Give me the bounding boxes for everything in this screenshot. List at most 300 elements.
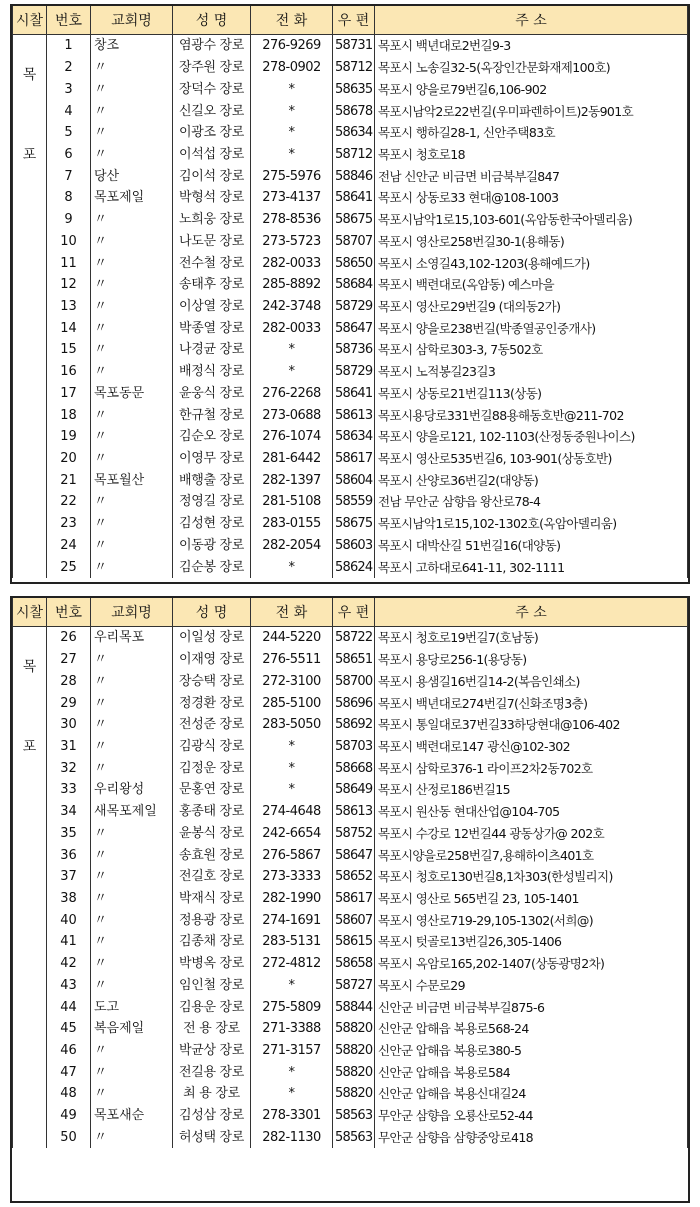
elder-name: 배정식 장로 xyxy=(173,361,251,383)
elder-name: 박병옥 장로 xyxy=(173,953,251,975)
elder-name: 김성삼 장로 xyxy=(173,1105,251,1127)
address: 목포시 백년대로2번길9-3 xyxy=(375,35,688,57)
postal-code: 58692 xyxy=(333,714,375,736)
row-number: 32 xyxy=(47,757,91,779)
church-name: 〃 xyxy=(91,535,173,557)
row-number: 38 xyxy=(47,888,91,910)
table-row xyxy=(13,317,688,339)
row-number: 31 xyxy=(47,736,91,758)
phone-number: 273-0688 xyxy=(251,404,333,426)
address: 목포시 영산로29번길9 (대의동2가) xyxy=(375,296,688,318)
postal-code: 58563 xyxy=(333,1127,375,1149)
address: 목포시 영산로258번길30-1(용해동) xyxy=(375,230,688,252)
row-number: 50 xyxy=(47,1127,91,1149)
elder-name: 전성준 장로 xyxy=(173,714,251,736)
row-number: 9 xyxy=(47,209,91,231)
table-row xyxy=(13,383,688,405)
row-number: 49 xyxy=(47,1105,91,1127)
postal-code: 58634 xyxy=(333,426,375,448)
phone-number: 275-5976 xyxy=(251,165,333,187)
header-zip: 우 편 xyxy=(333,6,375,35)
postal-code: 58846 xyxy=(333,165,375,187)
church-name: 복음제일 xyxy=(91,1018,173,1040)
elder-name: 이석섭 장로 xyxy=(173,144,251,166)
row-number: 44 xyxy=(47,996,91,1018)
address: 목포시 청호로130번길8,1차303(한성빌리지) xyxy=(375,866,688,888)
phone-number: * xyxy=(251,556,333,578)
postal-code: 58634 xyxy=(333,122,375,144)
postal-code: 58707 xyxy=(333,230,375,252)
church-name: 〃 xyxy=(91,404,173,426)
church-name: 〃 xyxy=(91,692,173,714)
elder-name: 정영길 장로 xyxy=(173,491,251,513)
table-row xyxy=(13,78,688,100)
header-num: 번호 xyxy=(47,6,91,35)
church-name: 〃 xyxy=(91,317,173,339)
church-name: 〃 xyxy=(91,888,173,910)
postal-code: 58684 xyxy=(333,274,375,296)
address: 목포시 청호로18 xyxy=(375,144,688,166)
table-row xyxy=(13,953,688,975)
elder-name: 이재영 장로 xyxy=(173,649,251,671)
church-name: 〃 xyxy=(91,736,173,758)
address: 목포시 용샘길16번길14-2(복음인쇄소) xyxy=(375,670,688,692)
church-name: 〃 xyxy=(91,1040,173,1062)
row-number: 29 xyxy=(47,692,91,714)
table-row xyxy=(13,361,688,383)
phone-number: 282-1130 xyxy=(251,1127,333,1149)
table-row xyxy=(13,1127,688,1149)
church-name: 〃 xyxy=(91,909,173,931)
address: 신안군 압해읍 복용신대길24 xyxy=(375,1083,688,1105)
phone-number: 276-9269 xyxy=(251,35,333,57)
row-number: 13 xyxy=(47,296,91,318)
postal-code: 58651 xyxy=(333,649,375,671)
row-number: 33 xyxy=(47,779,91,801)
postal-code: 58752 xyxy=(333,822,375,844)
elder-name: 전길호 장로 xyxy=(173,866,251,888)
postal-code: 58641 xyxy=(333,383,375,405)
church-name: 〃 xyxy=(91,556,173,578)
address: 신안군 압해읍 복용로568-24 xyxy=(375,1018,688,1040)
address: 목포시용당로331번길88용해동호반@211-702 xyxy=(375,404,688,426)
postal-code: 58668 xyxy=(333,757,375,779)
table-row xyxy=(13,975,688,997)
phone-number: 278-0902 xyxy=(251,57,333,79)
row-number: 26 xyxy=(47,627,91,649)
elder-name: 박균상 장로 xyxy=(173,1040,251,1062)
phone-number: 271-3157 xyxy=(251,1040,333,1062)
church-name: 새목포제일 xyxy=(91,801,173,823)
address: 목포시 산양로36번길2(대양동) xyxy=(375,469,688,491)
elder-name: 장주원 장로 xyxy=(173,57,251,79)
address: 목포시 노송길32-5(옥장인간문화재제100호) xyxy=(375,57,688,79)
phone-number: 272-4812 xyxy=(251,953,333,975)
table-row xyxy=(13,57,688,79)
phone-number: * xyxy=(251,339,333,361)
address: 목포시 백련대로147 광신@102-302 xyxy=(375,736,688,758)
row-number: 42 xyxy=(47,953,91,975)
row-number: 11 xyxy=(47,252,91,274)
postal-code: 58820 xyxy=(333,1018,375,1040)
church-name: 〃 xyxy=(91,448,173,470)
table-row xyxy=(13,274,688,296)
phone-number: * xyxy=(251,779,333,801)
postal-code: 58675 xyxy=(333,513,375,535)
phone-number: * xyxy=(251,1083,333,1105)
postal-code: 58641 xyxy=(333,187,375,209)
elder-name: 이영무 장로 xyxy=(173,448,251,470)
postal-code: 58727 xyxy=(333,975,375,997)
postal-code: 58647 xyxy=(333,844,375,866)
table-row xyxy=(13,996,688,1018)
table-row xyxy=(13,230,688,252)
table-row xyxy=(13,122,688,144)
header-phone: 전 화 xyxy=(251,598,333,627)
row-number: 14 xyxy=(47,317,91,339)
address: 전남 무안군 삼향읍 왕산로78-4 xyxy=(375,491,688,513)
header-addr: 주 소 xyxy=(375,598,688,627)
table-row xyxy=(13,736,688,758)
table-row xyxy=(13,757,688,779)
row-number: 15 xyxy=(47,339,91,361)
region-cell: 목 포 xyxy=(13,35,47,578)
elder-name: 임인철 장로 xyxy=(173,975,251,997)
church-name: 우리왕성 xyxy=(91,779,173,801)
phone-number: 281-6442 xyxy=(251,448,333,470)
row-number: 30 xyxy=(47,714,91,736)
address: 신안군 압해읍 복용로380-5 xyxy=(375,1040,688,1062)
row-number: 41 xyxy=(47,931,91,953)
region-cell: 목 포 xyxy=(13,627,47,1149)
phone-number: 281-5108 xyxy=(251,491,333,513)
postal-code: 58652 xyxy=(333,866,375,888)
elder-name: 전수철 장로 xyxy=(173,252,251,274)
address: 목포시 노적봉길23길3 xyxy=(375,361,688,383)
church-name: 목포월산 xyxy=(91,469,173,491)
address: 목포시 양을로121, 102-1103(산정동중원나이스) xyxy=(375,426,688,448)
church-name: 도고 xyxy=(91,996,173,1018)
postal-code: 58736 xyxy=(333,339,375,361)
table-row xyxy=(13,649,688,671)
postal-code: 58615 xyxy=(333,931,375,953)
address: 목포시 청호로19번길7(호남동) xyxy=(375,627,688,649)
postal-code: 58604 xyxy=(333,469,375,491)
phone-number: 282-1990 xyxy=(251,888,333,910)
table-row xyxy=(13,931,688,953)
church-name: 〃 xyxy=(91,844,173,866)
address: 목포시 고하대로641-11, 302-1111 xyxy=(375,556,688,578)
address: 목포시 영산로 565번길 23, 105-1401 xyxy=(375,888,688,910)
row-number: 28 xyxy=(47,670,91,692)
row-number: 2 xyxy=(47,57,91,79)
header-church: 교회명 xyxy=(91,598,173,627)
address: 목포시 상동로21번길113(상동) xyxy=(375,383,688,405)
church-name: 〃 xyxy=(91,714,173,736)
address: 목포시 백년대로274번길7(신화조명3층) xyxy=(375,692,688,714)
table-row xyxy=(13,339,688,361)
address: 목포시 행하길28-1, 신안주택83호 xyxy=(375,122,688,144)
table-row xyxy=(13,670,688,692)
phone-number: 274-4648 xyxy=(251,801,333,823)
row-number: 37 xyxy=(47,866,91,888)
table-header xyxy=(13,6,688,35)
elder-name: 김정운 장로 xyxy=(173,757,251,779)
church-name: 〃 xyxy=(91,1061,173,1083)
church-name: 〃 xyxy=(91,513,173,535)
church-name: 〃 xyxy=(91,100,173,122)
phone-number: * xyxy=(251,736,333,758)
table-row xyxy=(13,822,688,844)
address: 목포시 수강로 12번길44 광동상가@ 202호 xyxy=(375,822,688,844)
phone-number: 273-4137 xyxy=(251,187,333,209)
row-number: 47 xyxy=(47,1061,91,1083)
church-name: 〃 xyxy=(91,252,173,274)
row-number: 21 xyxy=(47,469,91,491)
postal-code: 58624 xyxy=(333,556,375,578)
elder-name: 송태후 장로 xyxy=(173,274,251,296)
elder-name: 박형석 장로 xyxy=(173,187,251,209)
address: 목포시 영산로535번길6, 103-901(상동호반) xyxy=(375,448,688,470)
church-name: 〃 xyxy=(91,209,173,231)
elder-name: 이상열 장로 xyxy=(173,296,251,318)
elder-name: 최 용 장로 xyxy=(173,1083,251,1105)
phone-number: * xyxy=(251,1061,333,1083)
table-row xyxy=(13,404,688,426)
elder-name: 윤웅식 장로 xyxy=(173,383,251,405)
elder-name: 김순봉 장로 xyxy=(173,556,251,578)
table-row xyxy=(13,252,688,274)
church-name: 〃 xyxy=(91,953,173,975)
phone-number: 282-2054 xyxy=(251,535,333,557)
header-name: 성 명 xyxy=(173,598,251,627)
header-name: 성 명 xyxy=(173,6,251,35)
elder-name: 윤봉식 장로 xyxy=(173,822,251,844)
elder-name: 장덕수 장로 xyxy=(173,78,251,100)
church-name: 〃 xyxy=(91,649,173,671)
address: 목포시 원산동 현대산업@104-705 xyxy=(375,801,688,823)
postal-code: 58649 xyxy=(333,779,375,801)
elder-name: 김순오 장로 xyxy=(173,426,251,448)
postal-code: 58712 xyxy=(333,144,375,166)
elder-name: 허성택 장로 xyxy=(173,1127,251,1149)
table-row xyxy=(13,1083,688,1105)
header-sichal: 시찰 xyxy=(13,6,47,35)
church-name: 〃 xyxy=(91,866,173,888)
church-name: 〃 xyxy=(91,1083,173,1105)
phone-number: 275-5809 xyxy=(251,996,333,1018)
phone-number: 273-3333 xyxy=(251,866,333,888)
phone-number: 285-5100 xyxy=(251,692,333,714)
postal-code: 58731 xyxy=(333,35,375,57)
postal-code: 58712 xyxy=(333,57,375,79)
row-number: 19 xyxy=(47,426,91,448)
church-name: 〃 xyxy=(91,296,173,318)
phone-number: 283-0155 xyxy=(251,513,333,535)
phone-number: * xyxy=(251,975,333,997)
church-name: 〃 xyxy=(91,78,173,100)
elder-name: 전 용 장로 xyxy=(173,1018,251,1040)
phone-number: * xyxy=(251,757,333,779)
postal-code: 58607 xyxy=(333,909,375,931)
row-number: 22 xyxy=(47,491,91,513)
phone-number: 244-5220 xyxy=(251,627,333,649)
church-name: 〃 xyxy=(91,274,173,296)
address: 목포시 옥암로165,202-1407(상동광명2차) xyxy=(375,953,688,975)
phone-number: 274-1691 xyxy=(251,909,333,931)
header-sichal: 시찰 xyxy=(13,598,47,627)
address: 목포시양을로258번길7,용해하이츠401호 xyxy=(375,844,688,866)
table-row xyxy=(13,296,688,318)
table-1 xyxy=(12,6,688,578)
church-name: 〃 xyxy=(91,339,173,361)
church-name: 목포제일 xyxy=(91,187,173,209)
phone-number: 272-3100 xyxy=(251,670,333,692)
row-number: 10 xyxy=(47,230,91,252)
table-row xyxy=(13,556,688,578)
table-row xyxy=(13,779,688,801)
table-row xyxy=(13,1061,688,1083)
postal-code: 58635 xyxy=(333,78,375,100)
church-name: 목포동문 xyxy=(91,383,173,405)
header-num: 번호 xyxy=(47,598,91,627)
elder-name: 박재식 장로 xyxy=(173,888,251,910)
address: 목포시남악1로15,102-1302호(옥암아델리움) xyxy=(375,513,688,535)
phone-number: 285-8892 xyxy=(251,274,333,296)
row-number: 43 xyxy=(47,975,91,997)
row-number: 7 xyxy=(47,165,91,187)
church-name: 〃 xyxy=(91,1127,173,1149)
row-number: 4 xyxy=(47,100,91,122)
elder-name: 김용운 장로 xyxy=(173,996,251,1018)
phone-number: * xyxy=(251,78,333,100)
phone-number: * xyxy=(251,122,333,144)
postal-code: 58820 xyxy=(333,1083,375,1105)
church-name: 〃 xyxy=(91,975,173,997)
elder-name: 염광수 장로 xyxy=(173,35,251,57)
phone-number: * xyxy=(251,144,333,166)
row-number: 1 xyxy=(47,35,91,57)
row-number: 36 xyxy=(47,844,91,866)
phone-number: 276-1074 xyxy=(251,426,333,448)
postal-code: 58844 xyxy=(333,996,375,1018)
address: 목포시 대박산길 51번길16(대양동) xyxy=(375,535,688,557)
church-name: 우리목포 xyxy=(91,627,173,649)
table-row xyxy=(13,426,688,448)
elder-table-1 xyxy=(10,4,690,584)
postal-code: 58700 xyxy=(333,670,375,692)
postal-code: 58820 xyxy=(333,1061,375,1083)
elder-name: 김이석 장로 xyxy=(173,165,251,187)
church-name: 〃 xyxy=(91,757,173,779)
row-number: 48 xyxy=(47,1083,91,1105)
header-addr: 주 소 xyxy=(375,6,688,35)
postal-code: 58820 xyxy=(333,1040,375,1062)
church-name: 당산 xyxy=(91,165,173,187)
phone-number: 273-5723 xyxy=(251,230,333,252)
elder-table-2 xyxy=(10,596,690,1203)
phone-number: 283-5050 xyxy=(251,714,333,736)
table-header xyxy=(13,598,688,627)
table-row xyxy=(13,844,688,866)
phone-number: 278-8536 xyxy=(251,209,333,231)
table-row xyxy=(13,491,688,513)
postal-code: 58729 xyxy=(333,361,375,383)
postal-code: 58563 xyxy=(333,1105,375,1127)
postal-code: 58613 xyxy=(333,801,375,823)
row-number: 25 xyxy=(47,556,91,578)
elder-name: 김종채 장로 xyxy=(173,931,251,953)
address: 신안군 압해읍 복용로584 xyxy=(375,1061,688,1083)
table-row xyxy=(13,35,688,57)
table-row xyxy=(13,888,688,910)
postal-code: 58617 xyxy=(333,448,375,470)
table-row xyxy=(13,144,688,166)
phone-number: * xyxy=(251,100,333,122)
elder-name: 나경균 장로 xyxy=(173,339,251,361)
table-row xyxy=(13,692,688,714)
elder-name: 김광식 장로 xyxy=(173,736,251,758)
church-name: 〃 xyxy=(91,931,173,953)
elder-name: 나도문 장로 xyxy=(173,230,251,252)
postal-code: 58559 xyxy=(333,491,375,513)
table-row xyxy=(13,513,688,535)
address: 목포시 영산로719-29,105-1302(서희@) xyxy=(375,909,688,931)
postal-code: 58675 xyxy=(333,209,375,231)
postal-code: 58729 xyxy=(333,296,375,318)
table-row xyxy=(13,469,688,491)
church-name: 〃 xyxy=(91,122,173,144)
phone-number: 242-6654 xyxy=(251,822,333,844)
row-number: 27 xyxy=(47,649,91,671)
elder-name: 전길용 장로 xyxy=(173,1061,251,1083)
table-row xyxy=(13,866,688,888)
elder-name: 한규철 장로 xyxy=(173,404,251,426)
header-zip: 우 편 xyxy=(333,598,375,627)
table-row xyxy=(13,627,688,649)
table-row xyxy=(13,1105,688,1127)
church-name: 〃 xyxy=(91,57,173,79)
row-number: 34 xyxy=(47,801,91,823)
postal-code: 58696 xyxy=(333,692,375,714)
header-phone: 전 화 xyxy=(251,6,333,35)
phone-number: 276-2268 xyxy=(251,383,333,405)
postal-code: 58658 xyxy=(333,953,375,975)
table-row xyxy=(13,714,688,736)
church-name: 〃 xyxy=(91,144,173,166)
phone-number: 283-5131 xyxy=(251,931,333,953)
postal-code: 58603 xyxy=(333,535,375,557)
phone-number: 276-5867 xyxy=(251,844,333,866)
elder-name: 이동광 장로 xyxy=(173,535,251,557)
address: 목포시 소영길43,102-1203(용해예드가) xyxy=(375,252,688,274)
table-row xyxy=(13,209,688,231)
elder-name: 이일성 장로 xyxy=(173,627,251,649)
postal-code: 58647 xyxy=(333,317,375,339)
address: 신안군 비금면 비금북부길875-6 xyxy=(375,996,688,1018)
address: 목포시 양을로79번길6,106-902 xyxy=(375,78,688,100)
elder-name: 정용광 장로 xyxy=(173,909,251,931)
church-name: 〃 xyxy=(91,230,173,252)
table-row xyxy=(13,1040,688,1062)
address: 목포시 삼학로376-1 라이프2차2동702호 xyxy=(375,757,688,779)
elder-name: 신길오 장로 xyxy=(173,100,251,122)
row-number: 8 xyxy=(47,187,91,209)
table-2 xyxy=(12,598,688,1148)
elder-name: 문홍연 장로 xyxy=(173,779,251,801)
elder-name: 장승택 장로 xyxy=(173,670,251,692)
church-name: 〃 xyxy=(91,822,173,844)
